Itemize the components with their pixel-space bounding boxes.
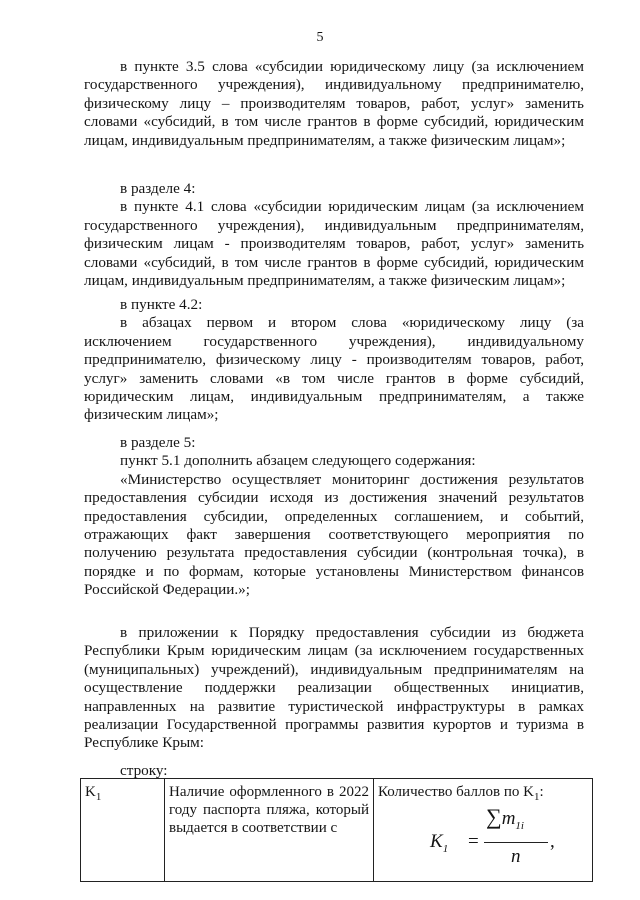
criterion-description: Наличие оформленного в 2022 году паспорта пляжа, который выдается в соответствии с [169,784,369,836]
row-label: строку: [120,762,168,779]
table-row [81,779,593,882]
paragraph-5-1-quote: «Министерство осуществляет мониторинг достижения результатов предоставления субсидии исходя из достижения значений результатов предоставления субсидии, определенных соглашением, и событий, отражающих факт завершения соответствующего мероприятия по получению результата предоставления субсидии (контрольная точка), в порядке и по формам, которые установлены Министерством финансов Российской Федерации.»; [84,470,584,599]
appendix-section [84,624,584,753]
section-4 [84,180,584,290]
page-number: 5 [316,30,324,45]
score-formula [378,806,588,872]
paragraph-3-5-text: в пункте 3.5 слова «субсидии юридическому лицу (за исключением государственного учреждения), индивидуальному предпринимателю, физическому лицу – производителям товаров, работ, услуг» заменить словами «субсидий, в том числе грантов в форме субсидий, юридическим лицам, индивидуальным предпринимателям, а также физическим лицам»; [84,58,584,149]
paragraph-5-1-intro: пункт 5.1 дополнить абзацем следующего содержания: [120,452,476,470]
formula-denominator: n [511,846,521,867]
formula-comma: , [550,831,555,852]
paragraph-4-2: в абзацах первом и втором слова «юридическому лицу (за исключением государственного учреждения), индивидуальному предпринимателю, физическому лицу - производителям товаров, работ, услуг» заменить словами «в том числе грантов в форме субсидий, юридическим лицам, индивидуальным предпринимателям, а также физическим лицам»; [84,314,584,424]
fraction-bar [484,842,548,843]
formula-lhs-symbol: K [430,831,443,852]
formula-lhs-sub: 1 [442,842,449,855]
criterion-score-cell [374,779,593,882]
appendix-paragraph: в приложении к Порядку предоставления субсидии из бюджета Республики Крым юридическим лицам (за исключением государственных (муниципальных) учреждений), индивидуальным предпринимателям на осуществление поддержки реализации общественных инициатив, направленных на развитие туристической инфраструктуры в рамках реализации Государственной программы развития курортов и туризма в Республике Крым: [84,624,584,752]
section-4-heading: в разделе 4: [120,180,196,197]
paragraph-3-5 [84,58,584,150]
section-5 [84,434,584,600]
criterion-code-cell [81,779,165,882]
formula-numerator [486,804,524,835]
section-5-heading: в разделе 5: [120,434,196,451]
paragraph-4-1: в пункте 4.1 слова «субсидии юридическим лицам (за исключением государственного учреждения), индивидуальным предпринимателям, физическим лицам - производителям товаров, работ, услуг» заменить словами «субсидий, в том числе грантов в форме субсидий, юридическим лицам, индивидуальным предпринимателям, а также физическим лицам»; [84,198,584,290]
score-caption-colon: : [539,784,544,800]
criterion-description-cell [165,779,374,882]
criteria-table [80,778,593,882]
score-caption-sub: 1 [533,791,540,803]
formula-lhs [430,833,448,858]
formula-term: m [501,808,516,829]
criterion-code: K [85,784,96,800]
score-caption-text: Количество баллов по K [378,784,534,800]
section-4-2 [84,296,584,425]
formula-equals: = [468,831,479,852]
criterion-code-sub: 1 [95,791,102,803]
sum-symbol-icon: ∑ [486,804,502,829]
score-caption [378,783,588,806]
section-4-2-heading: в пункте 4.2: [120,296,203,313]
formula-term-sub: 1i [515,819,524,832]
